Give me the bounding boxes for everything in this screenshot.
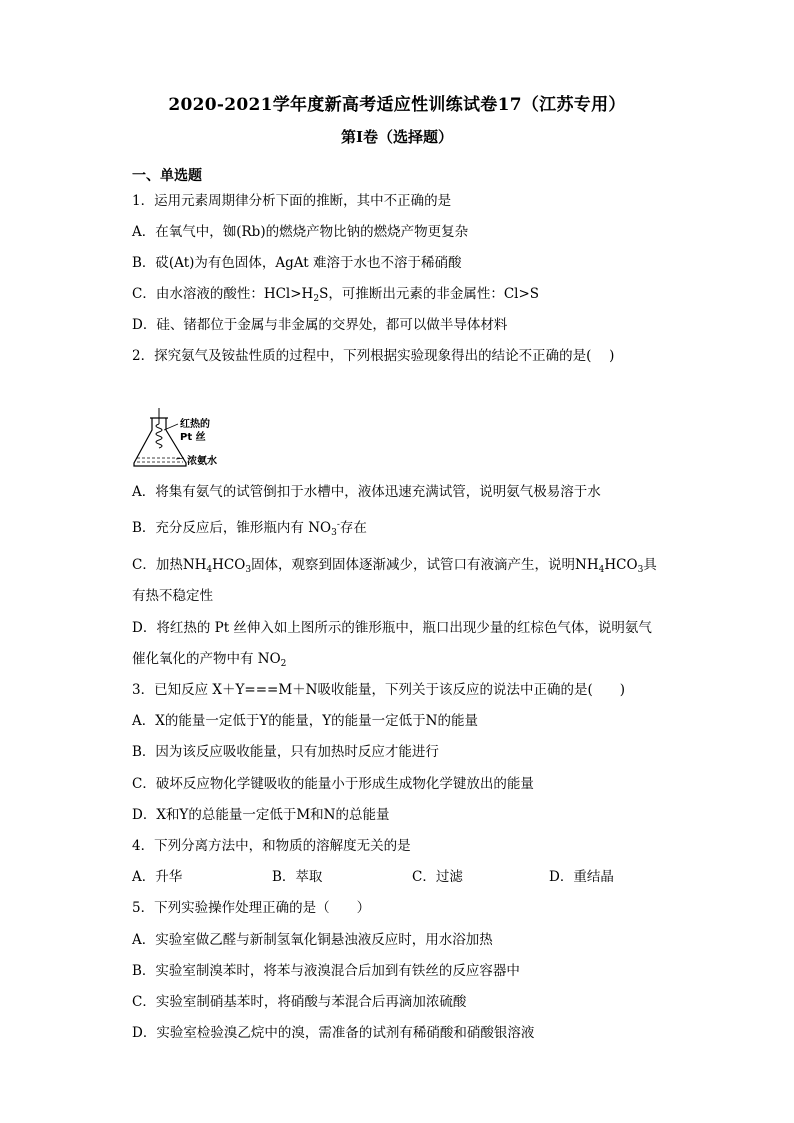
- q2-option-d-text: 催化氧化的产物中有 NO: [132, 651, 281, 667]
- q2-option-b: [132, 518, 367, 538]
- q4-option-c: C．过滤: [412, 869, 463, 885]
- q1-option-a: A．在氧气中，铷(Rb)的燃烧产物比钠的燃烧产物更复杂: [132, 224, 469, 240]
- q5-option-d: D．实验室检验溴乙烷中的溴，需准备的试剂有稀硝酸和硝酸银溶液: [132, 1025, 535, 1041]
- q2-option-c-t4: HCO: [604, 557, 638, 573]
- q1-option-c-text1: C．由水溶液的酸性：HCl>H: [132, 286, 314, 302]
- page-title: 2020-2021学年度新高考适应性训练试卷17（江苏专用）: [168, 95, 626, 115]
- q2-option-c-line2: 有热不稳定性: [132, 588, 213, 604]
- q2-stem: 2．探究氨气及铵盐性质的过程中，下列根据实验现象得出的结论不正确的是( ): [132, 348, 615, 364]
- q3-option-d: D．X和Y的总能量一定低于M和N的总能量: [132, 807, 390, 823]
- q2-option-a: A．将集有氨气的试管倒扣于水槽中，液体迅速充满试管，说明氨气极易溶于水: [132, 484, 601, 500]
- q4-stem: 4．下列分离方法中，和物质的溶解度无关的是: [132, 838, 411, 854]
- q2-option-c-s3: 4: [598, 565, 605, 575]
- section-heading: 一、单选题: [132, 168, 202, 184]
- q2-option-b-text2: 存在: [339, 520, 367, 536]
- q1-option-c: [132, 284, 539, 304]
- q3-option-a: A．X的能量一定低于Y的能量，Y的能量一定低于N的能量: [132, 713, 478, 729]
- q3-stem: 3．已知反应 X＋Y===M＋N吸收能量，下列关于该反应的说法中正确的是( ): [132, 682, 626, 698]
- q2-option-d-line1: D．将红热的 Pt 丝伸入如上图所示的锥形瓶中，瓶口出现少量的红棕色气体，说明氨气: [132, 620, 652, 636]
- page-subtitle: 第I卷（选择题）: [340, 128, 454, 146]
- q2-option-c-s2: 3: [245, 565, 252, 575]
- q1-option-c-text2: S，可推断出元素的非金属性：Cl>S: [319, 286, 540, 302]
- q2-option-c-t1: C．加热NH: [132, 557, 207, 573]
- q5-stem: 5．下列实验操作处理正确的是（ ）: [132, 900, 371, 916]
- q1-option-b: B．砹(At)为有色固体，AgAt 难溶于水也不溶于稀硝酸: [132, 255, 462, 271]
- q2-option-b-sub: 3: [331, 528, 337, 538]
- q2-option-c-t2: HCO: [212, 557, 246, 573]
- q2-option-b-text1: B．充分反应后，锥形瓶内有 NO: [132, 520, 332, 536]
- q2-option-c-line1: [132, 555, 657, 575]
- q2-figure-label-3: 浓氨水: [187, 456, 217, 467]
- q1-option-c-sub: 2: [313, 294, 320, 304]
- q2-option-b-sup: -: [336, 520, 340, 530]
- q4-option-a: A．升华: [132, 869, 183, 885]
- q3-option-b: B．因为该反应吸收能量，只有加热时反应才能进行: [132, 744, 439, 760]
- q5-option-b: B．实验室制溴苯时，将苯与液溴混合后加到有铁丝的反应容器中: [132, 963, 520, 979]
- q5-option-a: A．实验室做乙醛与新制氢氧化铜悬浊液反应时，用水浴加热: [132, 932, 493, 948]
- q2-option-c-s1: 4: [206, 565, 213, 575]
- q2-option-c-t5: 具: [643, 557, 657, 573]
- q5-option-c: C．实验室制硝基苯时，将硝酸与苯混合后再滴加浓硫酸: [132, 994, 467, 1010]
- q2-figure-label-1: 红热的: [180, 419, 210, 430]
- q1-stem: 1．运用元素周期律分析下面的推断，其中不正确的是: [132, 193, 452, 209]
- q1-option-d: D．硅、锗都位于金属与非金属的交界处，都可以做半导体材料: [132, 317, 508, 333]
- q3-option-c: C．破坏反应物化学键吸收的能量小于形成生成物化学键放出的能量: [132, 776, 534, 792]
- q2-option-d-sub: 2: [280, 659, 287, 669]
- q2-figure-label-2: Pt 丝: [180, 432, 206, 443]
- q2-option-c-t3: 固体，观察到固体逐渐减少，试管口有液滴产生，说明NH: [251, 557, 599, 573]
- q4-option-d: D．重结晶: [549, 869, 614, 885]
- q2-option-d-line2: [132, 649, 286, 669]
- q2-figure-flask: [132, 408, 242, 472]
- q4-option-b: B．萃取: [272, 869, 323, 885]
- q2-option-c-s4: 3: [637, 565, 644, 575]
